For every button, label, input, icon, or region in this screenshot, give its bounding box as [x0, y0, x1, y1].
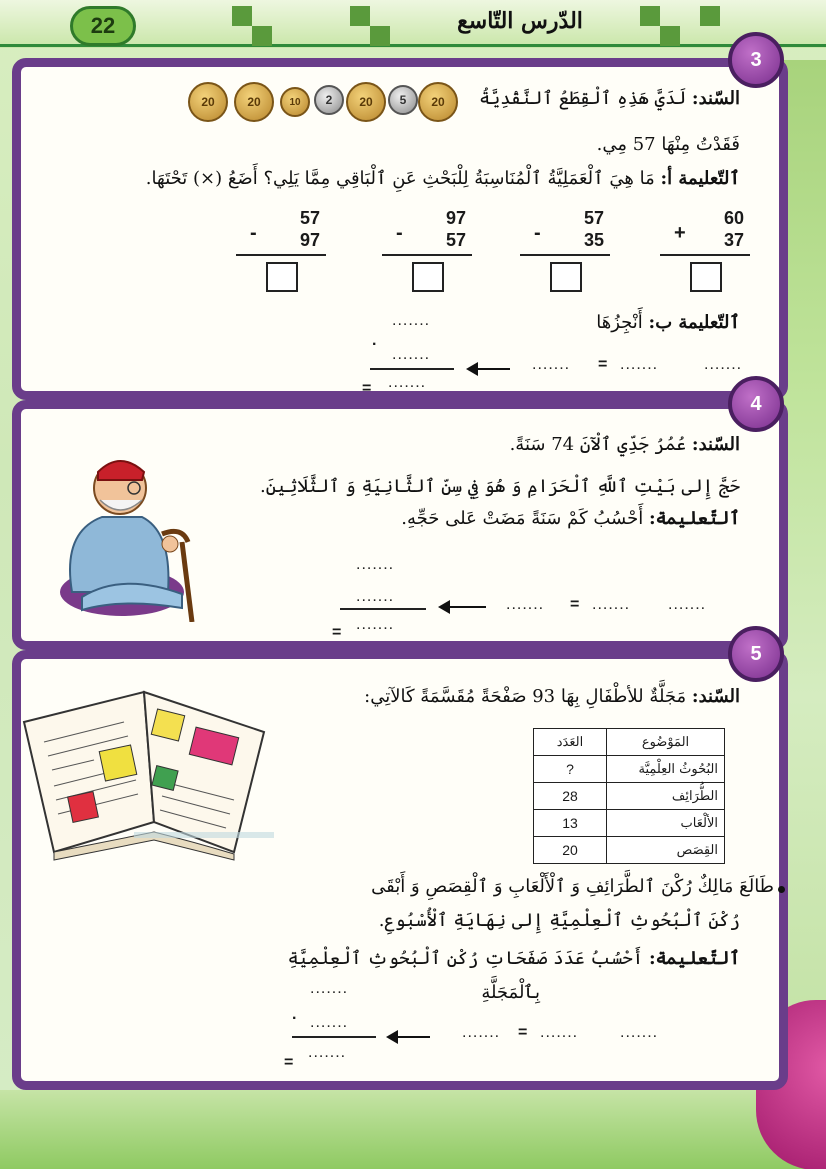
table-cell: 28 [534, 783, 607, 810]
deco-square [350, 6, 370, 26]
operation-sign: - [534, 222, 541, 244]
operand-top: 60 [723, 208, 744, 228]
ex3-instruction-a [146, 168, 740, 189]
operation [660, 208, 750, 298]
bottom-band [0, 1090, 826, 1169]
table-cell: الألْعَاب [607, 810, 725, 837]
deco-square [640, 6, 660, 26]
coin: 2 [314, 85, 344, 115]
table-row [534, 837, 725, 864]
table-row [534, 810, 725, 837]
arrow-icon [396, 1036, 430, 1038]
coin: 20 [346, 82, 386, 122]
sanad-text: لَدَيَّ هَذِهِ ٱلْقِطَعُ ٱلنَّقْدِيَّةُ [479, 88, 687, 109]
answer-dots[interactable]: ....... [462, 1024, 501, 1041]
answer-dots[interactable]: ....... [310, 1014, 349, 1031]
equals-sign: = [284, 1054, 294, 1071]
equals-sign: = [518, 1024, 528, 1041]
instruction-label: ٱلتّعليمة أ: [660, 168, 740, 189]
bullet-point [778, 886, 785, 893]
table-cell: 13 [534, 810, 607, 837]
answer-dots[interactable]: ....... [308, 1044, 347, 1061]
ex3-instruction-b [596, 312, 740, 333]
answer-dots[interactable]: ....... [620, 1024, 659, 1041]
coin: 20 [188, 82, 228, 122]
table-header-row [534, 729, 725, 756]
answer-dots[interactable]: ....... [310, 980, 349, 997]
equals-sign: = [362, 380, 372, 397]
deco-square [370, 26, 390, 46]
table-cell: القِصَص [607, 837, 725, 864]
instruction-label: ٱلتّعليمة: [648, 948, 740, 969]
arrow-icon [448, 606, 486, 608]
answer-checkbox[interactable] [266, 262, 298, 292]
lesson-title: الدّرس التّاسع [457, 8, 583, 34]
page-number: 22 [70, 6, 136, 46]
coin: 10 [280, 87, 310, 117]
table-row [534, 783, 725, 810]
sum-line [340, 608, 426, 610]
plus-dot: . [372, 332, 377, 349]
deco-square [700, 6, 720, 26]
table-row [534, 756, 725, 783]
operand-top: 97 [445, 208, 466, 228]
answer-dots[interactable]: ....... [592, 596, 631, 613]
instruction-text: أَحْسُبُ كَمْ سَنَةً مَضَتْ عَلى حَجِّهِ. [401, 508, 644, 529]
ex5-bullet-line1: طَالَعَ مَالِكٌ رُكْنَ ٱلطَّرَائِفِ وَ ٱلْأَلْعَابِ وَ ٱلْقِصَصِ وَ أَبْقَى [371, 876, 774, 897]
ex4-sanad [510, 434, 740, 455]
plus-dot: . [292, 1006, 297, 1023]
ex5-sanad [364, 686, 740, 707]
answer-checkbox[interactable] [550, 262, 582, 292]
sanad-label: السّند: [691, 686, 740, 707]
ex3-sanad [479, 88, 740, 109]
operation [236, 208, 326, 298]
equals-sign: = [598, 356, 608, 373]
sum-line [370, 368, 454, 370]
table-cell: 20 [534, 837, 607, 864]
answer-dots[interactable]: ....... [532, 356, 571, 373]
exercise-5-badge: 5 [728, 626, 784, 682]
sanad-text: عُمُرُ جَدِّي ٱلْآنَ 74 سَنَةً. [509, 434, 687, 455]
magazine-illustration [14, 682, 284, 862]
sanad-label: السّند: [691, 88, 740, 109]
coin: 20 [418, 82, 458, 122]
operation [520, 208, 610, 298]
ex5-instruction [288, 948, 740, 969]
equals-sign: = [332, 624, 342, 641]
answer-checkbox[interactable] [412, 262, 444, 292]
table-header: العَدَد [534, 729, 607, 756]
coin: 5 [388, 85, 418, 115]
deco-square [252, 26, 272, 46]
operation-sign: + [674, 222, 686, 244]
instruction-label: ٱلتّعليمة ب: [648, 312, 740, 333]
operation-sign: - [396, 222, 403, 244]
table-cell: البُحُوثُ العِلْمِيَّة [607, 756, 725, 783]
answer-checkbox[interactable] [690, 262, 722, 292]
instruction-text: أَحْسُبُ عَدَدَ صَفَحَاتِ رُكْنِ ٱلْبُحُوثِ ٱلْعِلْمِيَّةِ [287, 948, 644, 969]
operation-bar [382, 254, 472, 256]
table-header: المَوْضُوع [607, 729, 725, 756]
exercise-4-badge: 4 [728, 376, 784, 432]
answer-dots[interactable]: ....... [668, 596, 707, 613]
answer-dots[interactable]: ....... [388, 374, 427, 391]
answer-dots[interactable]: ....... [620, 356, 659, 373]
operation-bar [520, 254, 610, 256]
deco-square [232, 6, 252, 26]
exercise-3-badge: 3 [728, 32, 784, 88]
grandfather-illustration [42, 422, 202, 622]
answer-dots[interactable]: ....... [356, 588, 395, 605]
operation [382, 208, 472, 298]
ex4-line2: حَجَّ إِلى بَيْتِ ٱللَّهِ ٱلْحَرَامِ وَ هُوَ فِي سِنِّ ٱلثَّانِيَةِ وَ ٱلثَّلَاثِينَ. [260, 476, 740, 497]
operand-top: 57 [299, 208, 320, 228]
operand-bottom: 97 [299, 230, 320, 250]
operand-bottom: 35 [583, 230, 604, 250]
instruction-text: أَنْجِزُهَا [596, 312, 643, 333]
sanad-text: مَجَلَّةٌ للأطْفَالِ بِهَا 93 صَفْحَةً مُقَسَّمَةً كَالآتِي: [364, 686, 687, 707]
operation-sign: - [250, 222, 257, 244]
top-divider [0, 44, 826, 47]
answer-dots[interactable]: ....... [704, 356, 743, 373]
answer-dots[interactable]: ....... [540, 1024, 579, 1041]
instruction-text: مَا هِيَ ٱلْعَمَلِيَّةُ ٱلْمُنَاسِبَةُ لِلْبَحْثِ عَنِ ٱلْبَاقِي مِمَّا يَلِي؟ أَضَعُ (×) تَحْتَهَا. [145, 168, 655, 189]
pages-table [533, 728, 725, 864]
operation-bar [660, 254, 750, 256]
answer-dots[interactable]: ....... [392, 346, 431, 363]
sanad-label: السّند: [691, 434, 740, 455]
coins-group [188, 82, 458, 126]
ex5-bullet-line2: رُكْنَ ٱلْبُحُوثِ ٱلْعِلْمِيَّةِ إِلى نِهَايَةِ ٱلْأُسْبُوعِ. [378, 910, 740, 931]
equals-sign: = [570, 596, 580, 613]
operand-bottom: 57 [445, 230, 466, 250]
answer-dots[interactable]: ....... [506, 596, 545, 613]
operation-bar [236, 254, 326, 256]
instruction-label: ٱلتّعليمة: [648, 508, 740, 529]
answer-dots[interactable]: ....... [356, 556, 395, 573]
arrow-icon [476, 368, 510, 370]
ex5-instruction-line2: بِٱلْمَجَلَّةِ [481, 982, 540, 1003]
coin: 20 [234, 82, 274, 122]
operand-bottom: 37 [723, 230, 744, 250]
sum-line [292, 1036, 376, 1038]
answer-dots[interactable]: ....... [392, 312, 431, 329]
deco-square [660, 26, 680, 46]
table-cell: ? [534, 756, 607, 783]
answer-dots[interactable]: ....... [356, 616, 395, 633]
ex3-line2: فَقَدْتُ مِنْهَا 57 مِي. [596, 134, 740, 155]
table-cell: الطُّرَائِف [607, 783, 725, 810]
ex4-instruction [401, 508, 740, 529]
operand-top: 57 [583, 208, 604, 228]
